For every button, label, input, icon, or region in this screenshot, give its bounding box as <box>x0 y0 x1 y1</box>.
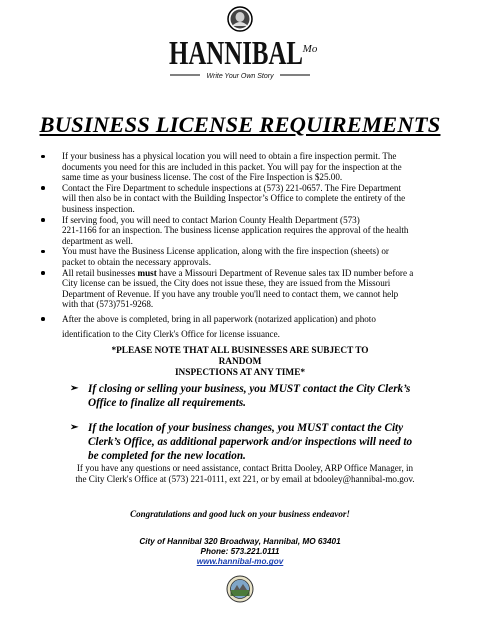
city-seal-icon <box>226 575 254 603</box>
list-item: If serving food, you will need to contact Marion County Health Department (573) 221-1166 for an inspection. The business license application requires the approval of the health department as well. <box>62 215 434 247</box>
logo-tagline: Write Your Own Story <box>206 73 274 80</box>
list-item: If your business has a physical location you will need to obtain a fire inspection permit. The documents you need for this are included in this packet. You will pay for the inspection at the same time as your business license. The cost of the Fire Inspection is $25.00. <box>62 151 434 183</box>
footer-address: City of Hannibal 320 Broadway, Hannibal, MO 63401 <box>139 537 341 546</box>
logo-state: Mo <box>302 43 318 55</box>
footer-address-block <box>0 537 480 568</box>
random-inspection-notice: *PLEASE NOTE THAT ALL BUSINESSES ARE SUBJECT TO RANDOM INSPECTIONS AT ANY TIME* <box>111 346 369 378</box>
footer-phone: Phone: 573.221.0111 <box>200 547 280 557</box>
congratulations-text: Congratulations and good luck on your business endeavor! <box>130 509 350 519</box>
arrow-bullet-icon: ➢ <box>70 383 79 394</box>
location-change-item: ➢ If the location of your business changes, you MUST contact the City Clerk’s Office, as additional paperwork and/or inspections will need to be completed for the new location. <box>70 422 413 462</box>
closing-business-item: ➢ If closing or selling your business, you MUST contact the City Clerk’s Office to finalize all requirements. <box>70 383 411 409</box>
list-item: Contact the Fire Department to schedule inspections at (573) 221-0657. The Fire Department will then also be in contact with the Building Inspector’s Office to complete the entirety of the business inspection. <box>62 183 434 215</box>
list-item: After the above is completed, bring in all paperwork (notarized application) and photo identification to the City Clerk's Office for license issuance. <box>62 314 434 339</box>
portrait-medallion <box>228 7 252 31</box>
arrow-bullet-icon: ➢ <box>70 422 79 433</box>
website-link[interactable]: www.hannibal-mo.gov <box>196 557 284 567</box>
hannibal-logo <box>162 4 318 92</box>
requirements-list <box>62 151 434 339</box>
list-item: All retail businesses must have a Missouri Department of Revenue sales tax ID number before a City license can be issued, the City does not issue these, they are issued from the Missouri Department of Revenue. If you have any trouble you'll need to contact them, we cannot help with that (573)751-9268. <box>62 268 434 310</box>
page-title: BUSINESS LICENSE REQUIREMENTS <box>39 112 441 137</box>
contact-info: If you have any questions or need assistance, contact Britta Dooley, ARP Office Manager, in the City Clerk's Office at (573) 221-0111, ext 221, or by email at bdooley@hannibal-mo.gov. <box>75 463 415 484</box>
list-item: You must have the Business License application, along with the fire inspection (sheets) or packet to obtain the necessary approvals. <box>62 246 434 267</box>
logo-wordmark: HANNIBAL <box>169 35 303 72</box>
